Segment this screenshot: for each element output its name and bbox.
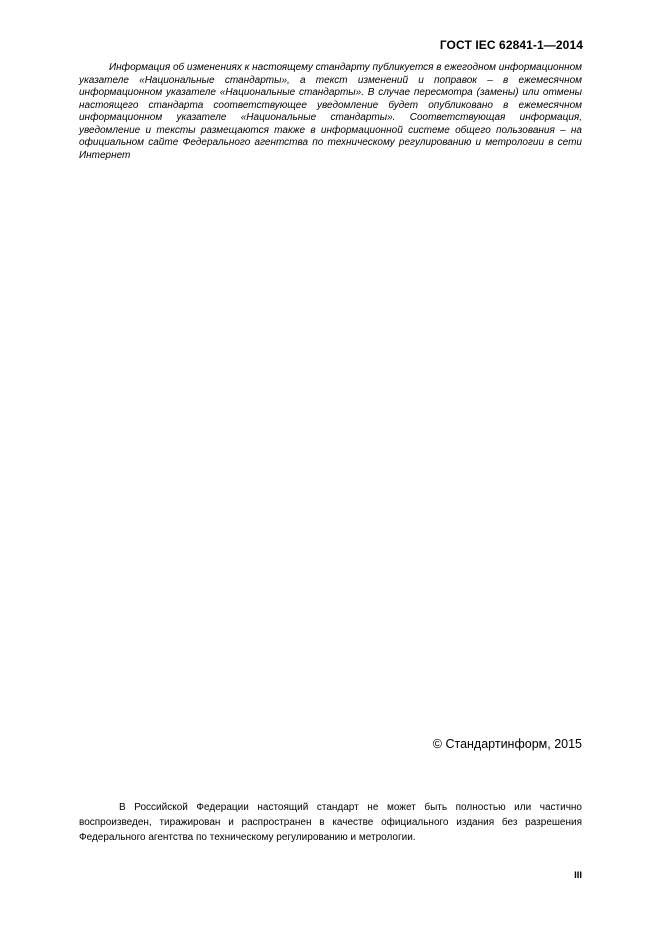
amendments-info-paragraph: Информация об изменениях к настоящему стандарту публикуется в ежегодном информационном указателе «Национальные стандарты», а текст изменений и поправок – в ежемесячном информационном указателе «Национальные стандарты». В случае пересмотра (замены) или отмены настоящего стандарта соответствующее уведомление будет опубликовано в ежемесячном информационном указателе «Национальные стандарты». Соответствующая информация, уведомление и тексты размещаются также в информационной системе общего пользования – на официальном сайте Федерального агентства по техническому регулированию и метрологии в сети Интернет	[79, 62, 583, 161]
page-number: III	[574, 870, 582, 881]
reproduction-rights-paragraph: В Российской Федерации настоящий стандарт не может быть полностью или частично воспроизведен, тиражирован и распространен в качестве официального издания без разрешения Федерального агентства по техническому регулированию и метрологии.	[79, 802, 582, 843]
standard-code: ГОСТ IEC 62841-1—2014	[439, 38, 583, 52]
copyright-notice: © Стандартинформ, 2015	[432, 737, 582, 751]
